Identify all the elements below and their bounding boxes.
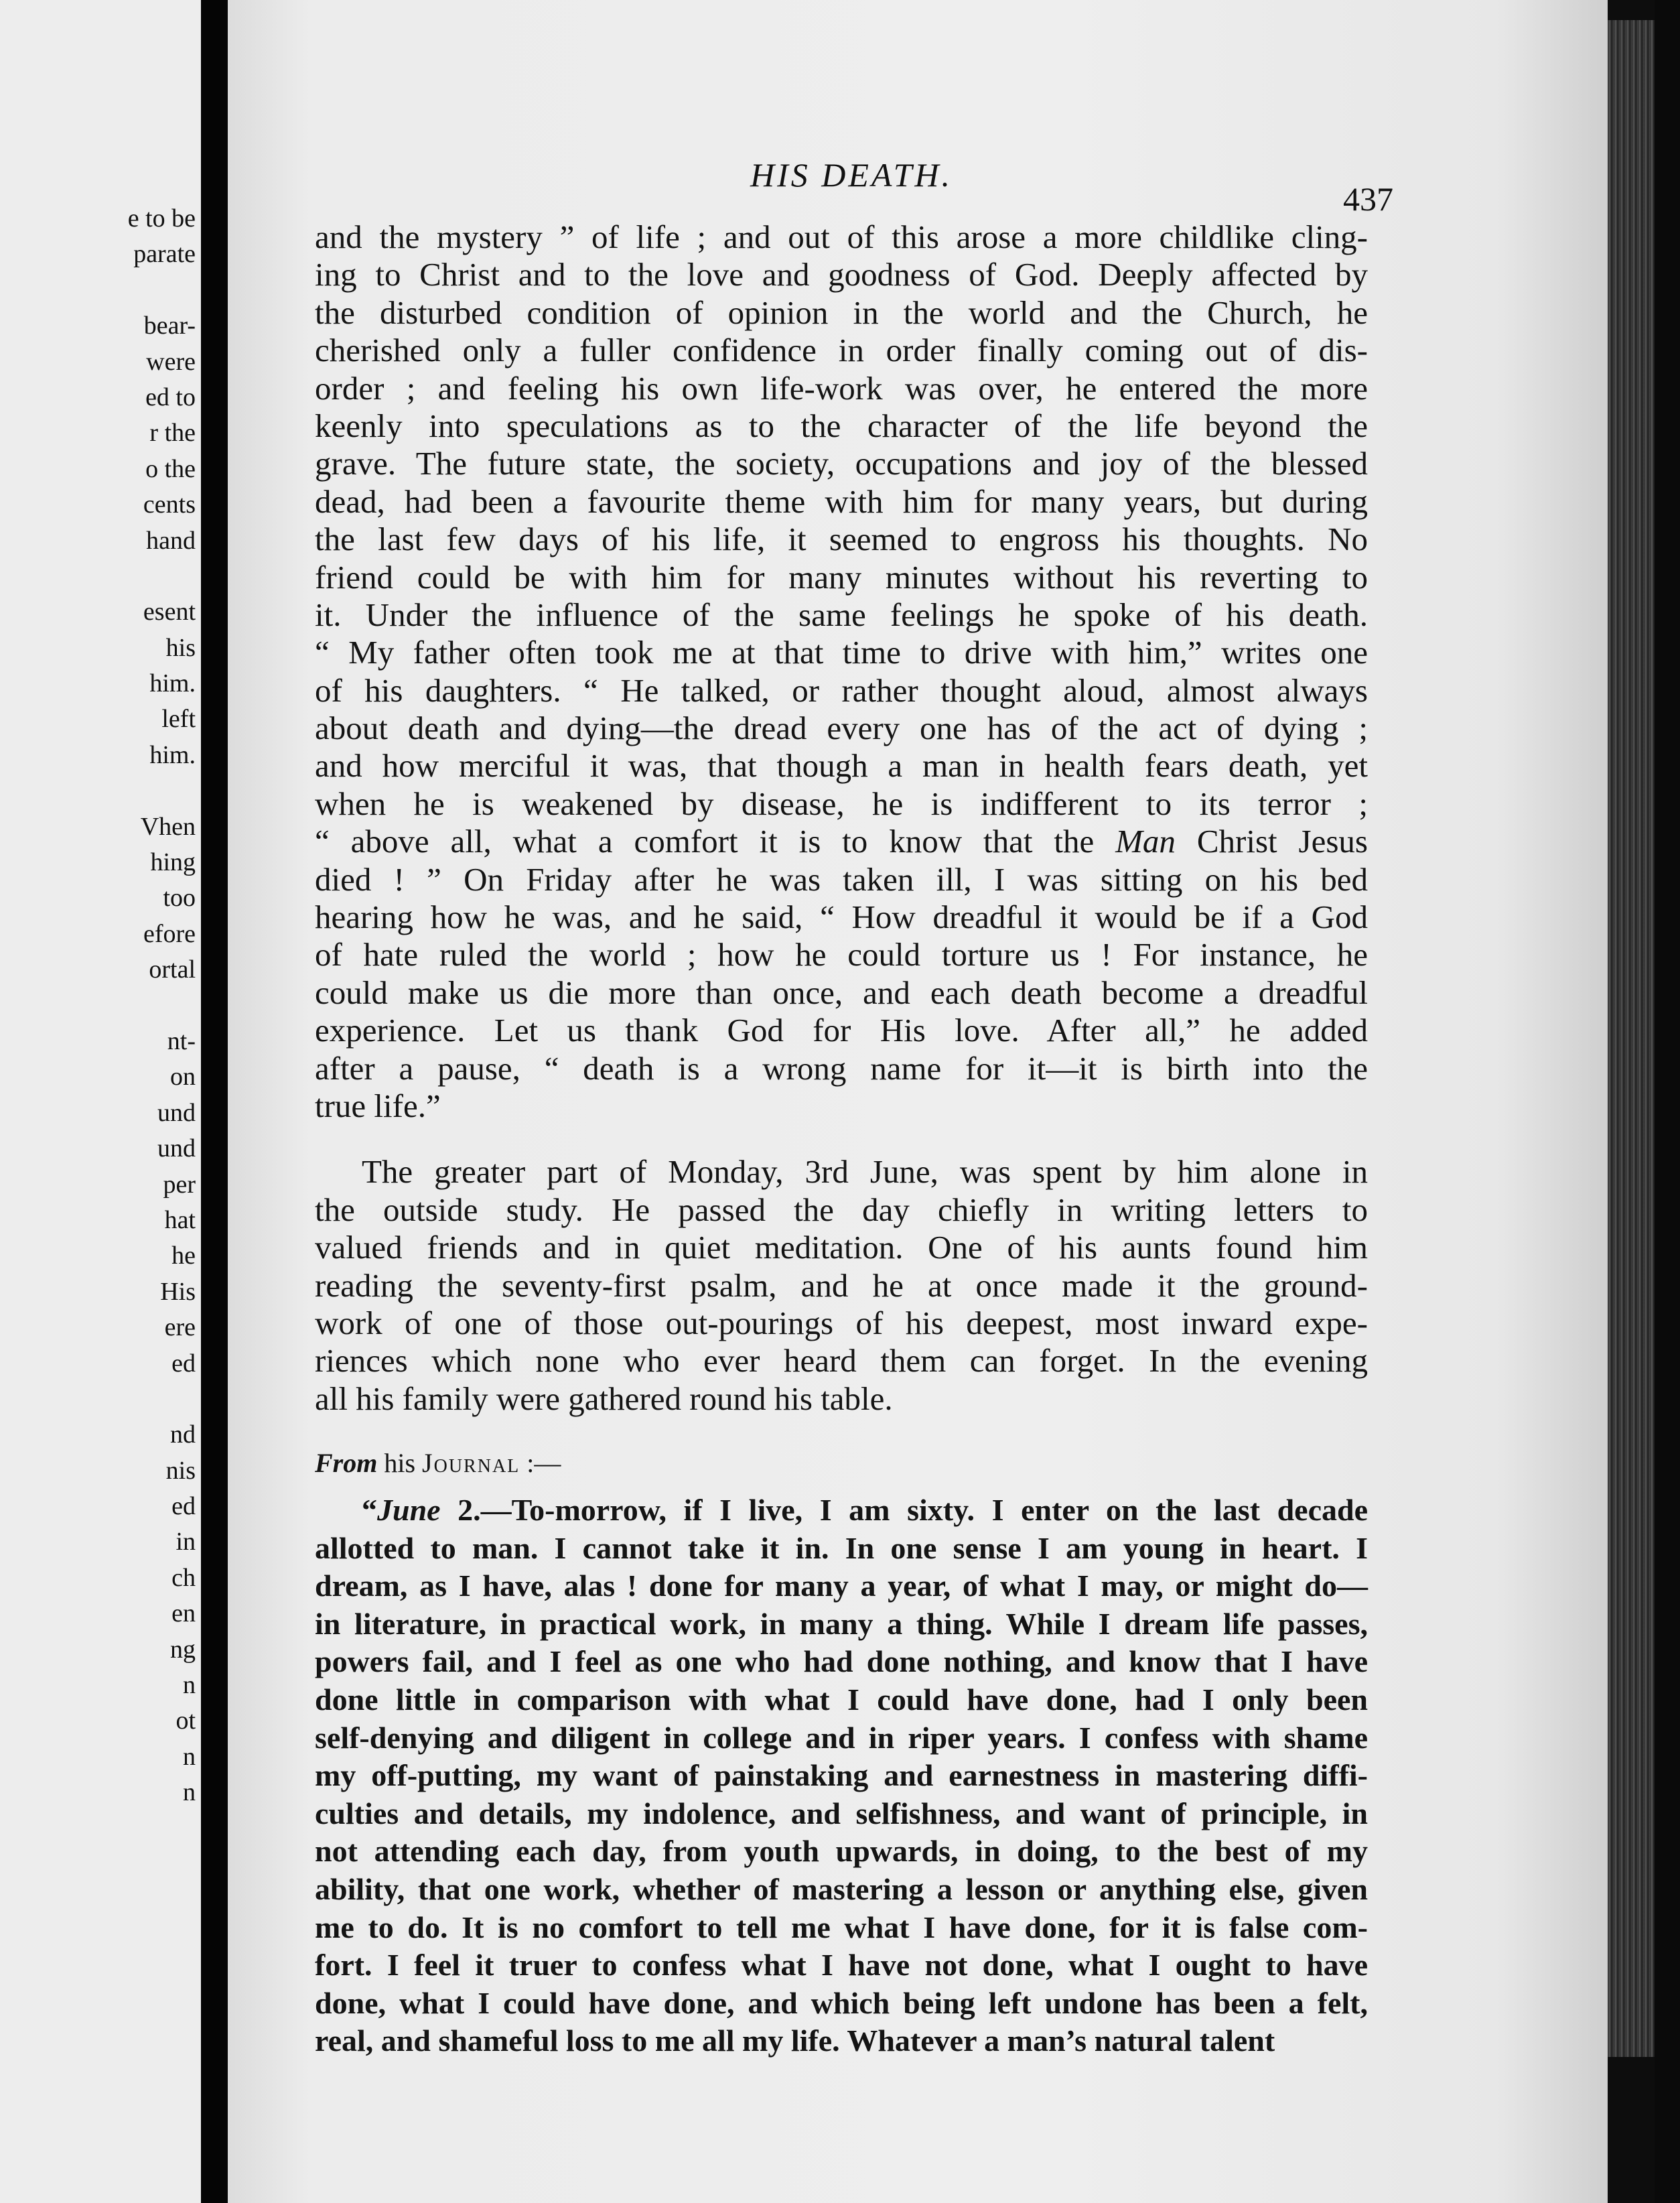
text-line: died ! ” On Friday after he was taken ill, I was sitting on his bed	[315, 860, 1368, 898]
text-line: keenly into speculations as to the character of the life beyond the	[315, 407, 1368, 444]
text-line: “ above all, what a comfort it is to know that the Man Christ Jesus	[315, 823, 1368, 860]
facing-page-line: ng	[170, 1635, 196, 1664]
text-line: after a pause, “ death is a wrong name for it—it is birth into the	[315, 1049, 1368, 1087]
facing-page-text	[128, 201, 196, 1811]
text-line: friend could be with him for many minutes without his reverting to	[315, 558, 1368, 596]
facing-page-line: esent	[143, 598, 196, 626]
text-line: the last few days of his life, it seemed to engross his thoughts. No	[315, 521, 1368, 558]
facing-page-line: r the	[149, 419, 196, 448]
page-number: 437	[1343, 180, 1393, 218]
journal-label-journal: Journal	[422, 1448, 520, 1479]
text-line: true life.”	[315, 1087, 441, 1124]
facing-page-line: n	[183, 1742, 196, 1771]
facing-page-line: und	[157, 1134, 196, 1163]
journal-line: real, and shameful loss to me all my life. Whatever a man’s natural talent	[315, 2023, 1275, 2058]
text-line: “ My father often took me at that time to drive with him,” writes one	[315, 634, 1368, 671]
facing-page-line	[128, 773, 196, 809]
text-line: dead, had been a favourite theme with him for many years, but during	[315, 482, 1368, 520]
journal-line: done, what I could have done, and which being left undone has been a felt,	[315, 1985, 1368, 2020]
facing-page-line: en	[171, 1599, 196, 1628]
facing-page-line: ed	[171, 1492, 196, 1521]
text-line: riences which none who ever heard them can forget. In the evening	[315, 1342, 1368, 1380]
text-line: The greater part of Monday, 3rd June, was spent by him alone in	[362, 1153, 1368, 1191]
facing-page-line: ortal	[149, 955, 196, 984]
facing-page-line: his	[165, 633, 196, 662]
paragraph-2	[315, 1153, 1368, 1418]
text-line: could make us die more than once, and each death become a dreadful	[315, 974, 1368, 1011]
text-line: and how merciful it was, that though a man in health fears death, yet	[315, 747, 1368, 785]
running-head: HIS DEATH.	[750, 156, 953, 194]
facing-page-line: he	[171, 1242, 196, 1270]
text-line: of hate ruled the world ; how he could torture us ! For instance, he	[315, 936, 1368, 974]
journal-label-his: his	[377, 1448, 423, 1479]
journal-line: done little in comparison with what I could have done, had I only been	[315, 1682, 1368, 1717]
facing-page-line: His	[160, 1277, 196, 1306]
facing-page-line: on	[170, 1063, 196, 1091]
journal-label-dash: :—	[520, 1448, 561, 1479]
text-line: cherished only a fuller confidence in order finally coming out of dis-	[315, 332, 1368, 369]
background-edge	[1655, 0, 1680, 2203]
journal-line: not attending each day, from youth upwards, in doing, to the best of my	[315, 1834, 1368, 1869]
text-line: order ; and feeling his own life-work was over, he entered the more	[315, 369, 1368, 407]
facing-page-line: nd	[170, 1420, 196, 1449]
facing-page-line: o the	[145, 454, 196, 483]
facing-page-line	[128, 273, 196, 308]
journal-line: allotted to man. I cannot take it in. In one sense I am young in heart. I	[315, 1530, 1368, 1565]
facing-page-line: cents	[143, 490, 196, 519]
facing-page-line: ch	[171, 1563, 196, 1592]
text-line: and the mystery ” of life ; and out of this arose a more childlike cling-	[315, 218, 1368, 255]
facing-page-line: too	[163, 884, 196, 913]
facing-page-line: hand	[146, 526, 196, 555]
facing-page-line: were	[146, 347, 196, 376]
journal-entry	[315, 1491, 1368, 2060]
facing-page-line: nis	[165, 1456, 196, 1485]
facing-page-line: him.	[149, 669, 196, 698]
facing-page-line: him.	[149, 740, 196, 769]
journal-line: in literature, in practical work, in many a thing. While I dream life passes,	[315, 1606, 1368, 1641]
facing-page-line: parate	[133, 240, 196, 269]
facing-page-line: ed to	[145, 383, 196, 411]
text-line: hearing how he was, and he said, “ How dreadful it would be if a God	[315, 898, 1368, 936]
journal-line: powers fail, and I feel as one who had done nothing, and know that I have	[315, 1644, 1368, 1679]
facing-page-line: n	[183, 1778, 196, 1807]
facing-page	[0, 0, 201, 2203]
text-line: reading the seventy-first psalm, and he at once made it the ground-	[315, 1266, 1368, 1304]
journal-label-from: From	[315, 1448, 378, 1479]
paragraph-1	[315, 218, 1368, 1125]
journal-line: ability, that one work, whether of mastering a lesson or anything else, given	[315, 1872, 1368, 1907]
journal-line: culties and details, my indolence, and selfishness, and want of principle, in	[315, 1796, 1368, 1830]
text-line: of his daughters. “ He talked, or rather thought aloud, almost always	[315, 671, 1368, 709]
journal-line: me to do. It is no comfort to tell me what I have done, for it is false com-	[315, 1910, 1368, 1944]
journal-line: self-denying and diligent in college and in riper years. I confess with shame	[315, 1720, 1368, 1755]
journal-line: “June 2.—To-morrow, if I live, I am sixty. I enter on the last decade	[362, 1493, 1368, 1528]
journal-label	[315, 1445, 1368, 1482]
text-line: it. Under the influence of the same feelings he spoke of his death.	[315, 596, 1368, 633]
facing-page-line: ed	[171, 1349, 196, 1378]
page-edges	[1608, 20, 1655, 2057]
text-line: the disturbed condition of opinion in the world and the Church, he	[315, 293, 1368, 331]
facing-page-line: in	[176, 1528, 196, 1556]
facing-page-line: hing	[150, 848, 196, 877]
facing-page-line: ere	[164, 1313, 196, 1342]
text-line: work of one of those out-pourings of his deepest, most inward expe-	[315, 1304, 1368, 1341]
book-gutter	[201, 0, 228, 2203]
journal-line: fort. I feel it truer to confess what I have not done, what I ought to have	[315, 1948, 1368, 1983]
facing-page-line: bear-	[143, 312, 196, 340]
facing-page-line	[128, 559, 196, 594]
text-line: ing to Christ and to the love and goodness of God. Deeply affected by	[315, 256, 1368, 293]
facing-page-line: Vhen	[140, 812, 196, 841]
facing-page-line: efore	[143, 919, 196, 948]
text-line: valued friends and in quiet meditation. One of his aunts found him	[315, 1229, 1368, 1266]
text-line: experience. Let us thank God for His love. After all,” he added	[315, 1012, 1368, 1049]
facing-page-line: e to be	[127, 204, 196, 232]
facing-page-line	[128, 1382, 196, 1417]
text-line: when he is weakened by disease, he is indifferent to its terror ;	[315, 785, 1368, 822]
facing-page-line	[128, 988, 196, 1024]
text-line: grave. The future state, the society, occupations and joy of the blessed	[315, 445, 1368, 482]
journal-line: dream, as I have, alas ! done for many a year, of what I may, or might do—	[315, 1568, 1368, 1603]
facing-page-line: und	[157, 1098, 196, 1127]
facing-page-line: hat	[164, 1205, 196, 1234]
facing-page-line: left	[161, 705, 196, 734]
text-line: the outside study. He passed the day chiefly in writing letters to	[315, 1191, 1368, 1228]
body-text	[315, 218, 1368, 2060]
text-line: all his family were gathered round his table.	[315, 1380, 893, 1417]
facing-page-line: nt-	[167, 1026, 196, 1055]
facing-page-line: ot	[176, 1707, 196, 1735]
text-line: about death and dying—the dread every one has of the act of dying ;	[315, 710, 1368, 747]
journal-line: my off-putting, my want of painstaking and earnestness in mastering diffi-	[315, 1758, 1368, 1793]
facing-page-line: n	[183, 1671, 196, 1700]
facing-page-line: per	[163, 1170, 196, 1199]
